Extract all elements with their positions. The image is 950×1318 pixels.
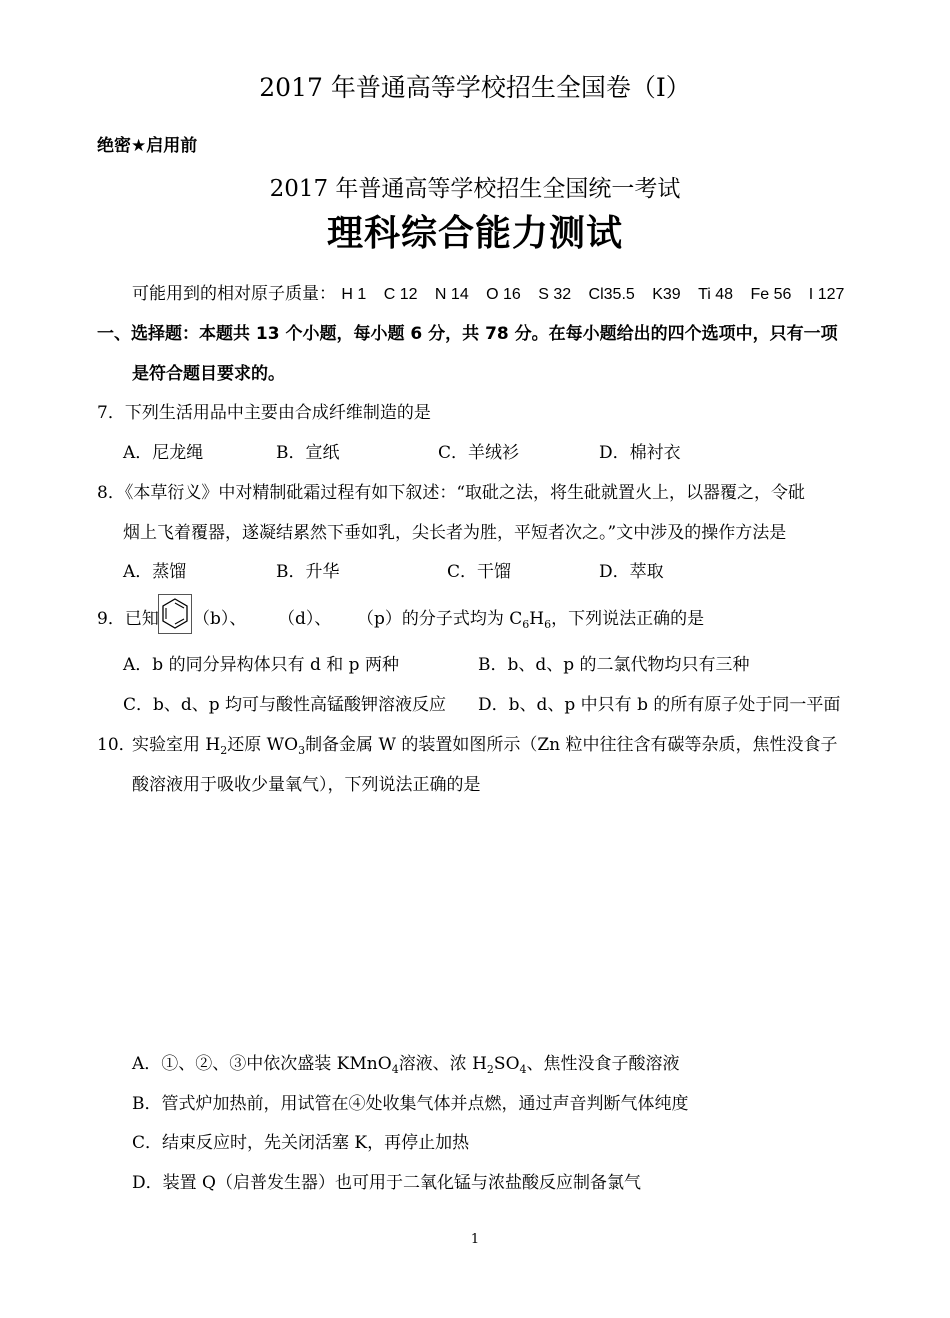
q10-option-a-text: A．①、②、③中依次盛装 KMnO: [132, 1054, 392, 1074]
q9-sub1: 6: [522, 618, 530, 631]
document-title: 2017 年普通高等学校招生全国卷（Ⅰ）: [259, 73, 691, 102]
q8-option-b: B．升华: [276, 562, 340, 582]
q9-d-label: （d）、: [278, 609, 332, 629]
q10-option-a-sub: 2: [486, 1063, 494, 1076]
q10-text: 制备金属 W 的装置如图所示（Zn 粒中往往含有碳等杂质，焦性没食子: [305, 735, 838, 755]
q7-option-a: A．尼龙绳: [123, 443, 204, 463]
q7-option-c: C．羊绒衫: [438, 443, 520, 463]
q10-option-a-text: 溶液、浓 H: [398, 1054, 487, 1074]
q7-option-d: D．棉衬衣: [599, 443, 681, 463]
q10-option-a-text: 、焦性没食子酸溶液: [526, 1054, 680, 1074]
q9-option-b: B．b、d、p 的二氯代物均只有三种: [478, 655, 750, 675]
q10-sub: 2: [220, 744, 228, 757]
q10-stem-line1: [132, 730, 838, 755]
q9-number: 9．已知: [97, 609, 159, 629]
q10-option-a-sub: 4: [519, 1063, 527, 1076]
q8-option-a: A．蒸馏: [123, 562, 187, 582]
benzene-structure-icon: [158, 594, 192, 634]
atomic-mass-line: [132, 279, 856, 304]
q10-text: 还原 WO: [227, 735, 299, 755]
q10-sub: 3: [298, 744, 306, 757]
q9-formula-line: [357, 604, 704, 629]
q10-option-a-text: SO: [493, 1054, 520, 1074]
q9-tail: ，下列说法正确的是: [551, 609, 705, 629]
q10-option-a: [132, 1049, 680, 1074]
atomic-mass-item: Ti 48: [698, 286, 734, 303]
atomic-mass-item: S 32: [538, 286, 572, 303]
page-number: 1: [470, 1232, 480, 1247]
atomic-mass-item: H 1: [341, 286, 367, 303]
q10-text: 实验室用 H: [132, 735, 221, 755]
atomic-mass-item: O 16: [486, 286, 521, 303]
q10-number: 10．: [97, 735, 136, 755]
atomic-mass-item: I 127: [808, 286, 845, 303]
section-heading-line2: 是符合题目要求的。: [132, 364, 285, 384]
q10-option-a-sub: 4: [391, 1063, 399, 1076]
q9-option-d: D．b、d、p 中只有 b 的所有原子处于同一平面: [478, 695, 841, 715]
q10-stem-line2: 酸溶液用于吸收少量氧气），下列说法正确的是: [132, 775, 481, 795]
q7-stem: 7．下列生活用品中主要由合成纤维制造的是: [97, 403, 431, 423]
q9-h: H: [529, 609, 545, 629]
q9-b-label: （b）、: [193, 609, 247, 629]
atomic-mass-item: Cl35.5: [588, 286, 635, 303]
q9-sub2: 6: [544, 618, 552, 631]
q10-option-d: D．装置 Q（启普发生器）也可用于二氧化锰与浓盐酸反应制备氯气: [132, 1173, 641, 1193]
atomic-mass-label: 可能用到的相对原子质量：: [132, 284, 336, 304]
exam-name: 2017 年普通高等学校招生全国统一考试: [269, 176, 681, 202]
atomic-mass-item: C 12: [383, 286, 418, 303]
q8-stem-line2: 烟上飞着覆器，遂凝结累然下垂如乳，尖长者为胜，平短者次之。”文中涉及的操作方法是: [123, 523, 787, 543]
atomic-mass-item: N 14: [434, 286, 469, 303]
q10-option-c: C．结束反应时，先关闭活塞 K，再停止加热: [132, 1133, 470, 1153]
section-heading-line1: 一、选择题：本题共 13 个小题，每小题 6 分，共 78 分。在每小题给出的四个选项中，只有一项: [97, 324, 838, 344]
atomic-mass-item: K39: [652, 286, 681, 303]
q9-option-c: C．b、d、p 均可与酸性高锰酸钾溶液反应: [123, 695, 447, 715]
q9-p-label: （p）的分子式均为 C: [357, 609, 523, 629]
q7-option-b: B．宣纸: [276, 443, 340, 463]
q8-stem-line1: 8．《本草衍义》中对精制砒霜过程有如下叙述：“取砒之法，将生砒就置火上，以器覆之，令砒: [97, 483, 806, 503]
q8-option-d: D．萃取: [599, 562, 664, 582]
secret-label: 绝密★启用前: [97, 136, 198, 156]
atomic-mass-item: Fe 56: [750, 286, 792, 303]
q8-option-c: C．干馏: [447, 562, 512, 582]
subject-title: 理科综合能力测试: [326, 213, 623, 254]
q9-option-a: A．b 的同分异构体只有 d 和 p 两种: [123, 655, 399, 675]
q10-option-b: B．管式炉加热前，用试管在④处收集气体并点燃，通过声音判断气体纯度: [132, 1094, 689, 1114]
